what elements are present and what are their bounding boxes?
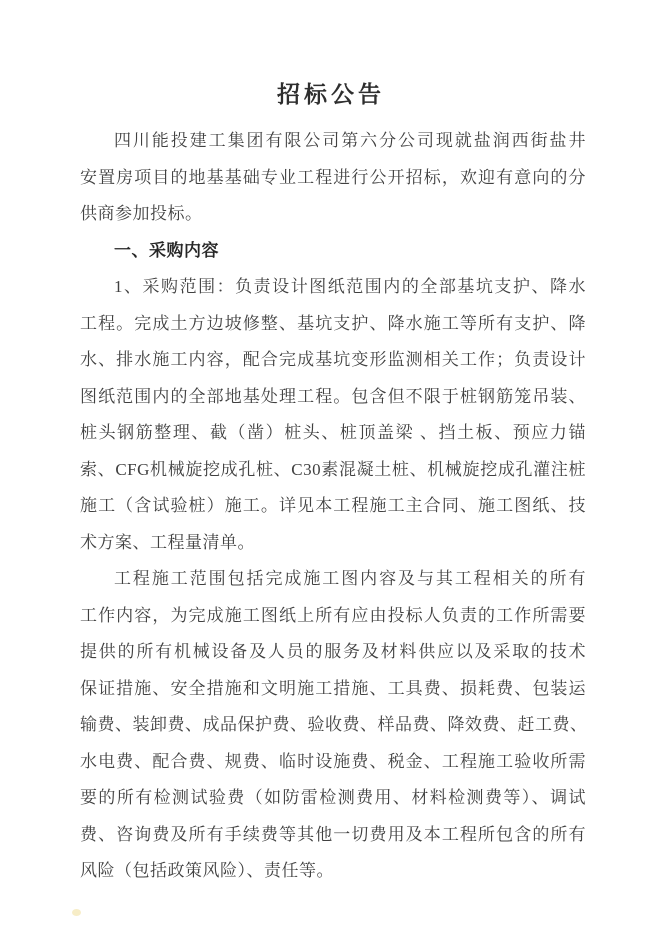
intro-line: 四川能投建工集团有限公司第六分公司现就盐润西街盐井 bbox=[114, 131, 586, 150]
procurement-scope-paragraph bbox=[80, 269, 586, 561]
procurement-scope-line: 工程。完成土方边坡修整、基坑支护、降水施工等所有支护、降 bbox=[80, 313, 586, 333]
construction-scope-line: 风险（包括政策风险）、责任等。 bbox=[80, 861, 334, 880]
procurement-scope-line: 施工（含试验桩）施工。详见本工程施工主合同、施工图纸、技 bbox=[80, 496, 586, 515]
construction-scope-paragraph bbox=[80, 561, 586, 890]
procurement-scope-line: 桩头钢筋整理、截（凿）桩头、桩顶盖梁 、挡土板、预应力锚 bbox=[80, 423, 586, 442]
procurement-scope-line: 水、排水施工内容，配合完成基坑变形监测相关工作；负责设计 bbox=[80, 350, 586, 369]
construction-scope-line: 水电费、配合费、规费、临时设施费、税金、工程施工验收所需 bbox=[80, 751, 586, 771]
intro-paragraph bbox=[80, 123, 586, 233]
section-heading-procurement: 一、采购内容 bbox=[114, 240, 219, 260]
document-title: 招标公告 bbox=[277, 82, 385, 107]
construction-scope-line: 要的所有检测试验费（如防雷检测费用、材料检测费等）、调试 bbox=[80, 788, 586, 807]
document-body bbox=[80, 123, 586, 890]
intro-line: 安置房项目的地基基础专业工程进行公开招标，欢迎有意向的分 bbox=[80, 167, 586, 187]
procurement-scope-line: 1、采购范围：负责设计图纸范围内的全部基坑支护、降水 bbox=[114, 277, 586, 296]
construction-scope-line: 工程施工范围包括完成施工图内容及与其工程相关的所有 bbox=[114, 569, 586, 588]
construction-scope-line: 输费、装卸费、成品保护费、验收费、样品费、降效费、赶工费、 bbox=[80, 715, 588, 734]
intro-line: 供商参加投标。 bbox=[80, 204, 203, 223]
construction-scope-line: 费、咨询费及所有手续费等其他一切费用及本工程所包含的所有 bbox=[80, 824, 586, 844]
construction-scope-line: 保证措施、安全措施和文明施工措施、工具费、损耗费、包装运 bbox=[80, 678, 586, 698]
construction-scope-line: 工作内容，为完成施工图纸上所有应由投标人负责的工作所需要 bbox=[80, 605, 586, 625]
procurement-scope-line: 索、CFG机械旋挖成孔桩、C30素混凝土桩、机械旋挖成孔灌注桩 bbox=[80, 459, 586, 479]
procurement-scope-line: 图纸范围内的全部地基处理工程。包含但不限于桩钢筋笼吊装、 bbox=[80, 386, 586, 406]
construction-scope-line: 提供的所有机械设备及人员的服务及材料供应以及采取的技术 bbox=[80, 642, 586, 661]
scan-artifact-mark bbox=[72, 909, 81, 916]
procurement-scope-line: 术方案、工程量清单。 bbox=[80, 532, 255, 552]
